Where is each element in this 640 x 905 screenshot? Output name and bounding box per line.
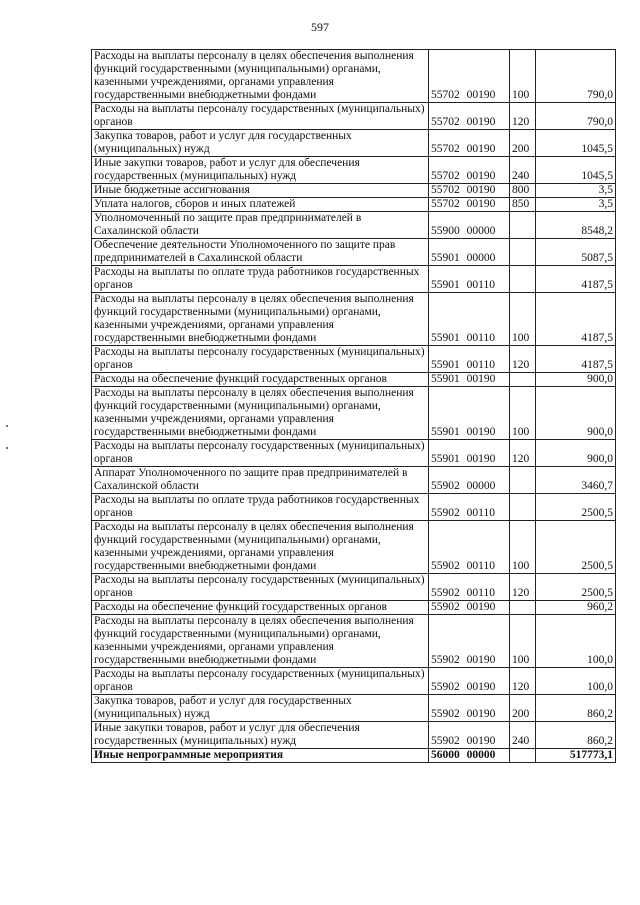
target-code-cell: 55902 00000	[429, 467, 510, 494]
target-code-cell: 55902 00110	[429, 521, 510, 574]
expense-type-cell: 240	[510, 722, 536, 749]
table-row	[92, 494, 616, 521]
expense-name-cell: Расходы на выплаты персоналу государственных (муниципальных) органов	[92, 668, 429, 695]
expense-name-cell: Расходы на выплаты по оплате труда работников государственных органов	[92, 494, 429, 521]
expense-type-cell: 100	[510, 50, 536, 103]
expense-type-cell: 200	[510, 695, 536, 722]
table-row	[92, 373, 616, 387]
amount-cell: 4187,5	[536, 293, 616, 346]
amount-cell: 900,0	[536, 373, 616, 387]
amount-cell: 960,2	[536, 601, 616, 615]
target-code-cell: 55901 00000	[429, 239, 510, 266]
target-code-cell: 55902 00190	[429, 722, 510, 749]
amount-cell: 900,0	[536, 387, 616, 440]
amount-cell: 2500,5	[536, 494, 616, 521]
expense-name-cell: Расходы на выплаты персоналу государственных (муниципальных) органов	[92, 440, 429, 467]
page-number: 597	[311, 20, 329, 34]
amount-cell: 790,0	[536, 103, 616, 130]
target-code-cell: 55901 00110	[429, 293, 510, 346]
amount-cell: 2500,5	[536, 574, 616, 601]
expense-name-cell: Расходы на выплаты персоналу в целях обеспечения выполнения функций государственными (муниципальными) органами, казенными учреждениями, органами управления государственными внебюджетными фондами	[92, 521, 429, 574]
target-code-cell: 55902 00190	[429, 668, 510, 695]
expense-name-cell: Расходы на выплаты персоналу в целях обеспечения выполнения функций государственными (муниципальными) органами, казенными учреждениями, органами управления государственными внебюджетными фондами	[92, 293, 429, 346]
expense-type-cell	[510, 239, 536, 266]
expense-type-cell: 100	[510, 387, 536, 440]
expense-type-cell: 120	[510, 668, 536, 695]
target-code-cell: 55900 00000	[429, 212, 510, 239]
expense-name-cell: Расходы на выплаты персоналу в целях обеспечения выполнения функций государственными (муниципальными) органами, казенными учреждениями, органами управления государственными внебюджетными фондами	[92, 387, 429, 440]
table-row	[92, 293, 616, 346]
expense-type-cell: 120	[510, 346, 536, 373]
expense-name-cell: Закупка товаров, работ и услуг для государственных (муниципальных) нужд	[92, 130, 429, 157]
table-row	[92, 615, 616, 668]
table-row	[92, 749, 616, 763]
target-code-cell: 55902 00190	[429, 601, 510, 615]
table-row	[92, 212, 616, 239]
expense-name-cell: Расходы на выплаты персоналу государственных (муниципальных) органов	[92, 346, 429, 373]
table-row	[92, 387, 616, 440]
target-code-cell: 55901 00190	[429, 373, 510, 387]
table-row	[92, 266, 616, 293]
expense-name-cell: Обеспечение деятельности Уполномоченного по защите прав предпринимателей в Сахалинской области	[92, 239, 429, 266]
margin-mark	[6, 447, 8, 449]
expense-name-cell: Иные закупки товаров, работ и услуг для обеспечения государственных (муниципальных) нужд	[92, 157, 429, 184]
target-code-cell: 55902 00110	[429, 574, 510, 601]
margin-mark	[6, 425, 8, 427]
target-code-cell: 55702 00190	[429, 198, 510, 212]
expense-type-cell: 120	[510, 103, 536, 130]
target-code-cell: 55702 00190	[429, 50, 510, 103]
expense-name-cell: Расходы на выплаты персоналу в целях обеспечения выполнения функций государственными (муниципальными) органами, казенными учреждениями, органами управления государственными внебюджетными фондами	[92, 615, 429, 668]
amount-cell: 2500,5	[536, 521, 616, 574]
expense-type-cell	[510, 749, 536, 763]
amount-cell: 517773,1	[536, 749, 616, 763]
expense-type-cell	[510, 601, 536, 615]
amount-cell: 1045,5	[536, 130, 616, 157]
amount-cell: 4187,5	[536, 346, 616, 373]
expense-type-cell: 100	[510, 615, 536, 668]
expense-name-cell: Закупка товаров, работ и услуг для государственных (муниципальных) нужд	[92, 695, 429, 722]
target-code-cell: 55702 00190	[429, 184, 510, 198]
table-row	[92, 346, 616, 373]
target-code-cell: 55702 00190	[429, 130, 510, 157]
target-code-cell: 56000 00000	[429, 749, 510, 763]
budget-table-body	[92, 50, 616, 763]
amount-cell: 4187,5	[536, 266, 616, 293]
target-code-cell: 55902 00190	[429, 615, 510, 668]
expense-type-cell: 850	[510, 198, 536, 212]
amount-cell: 860,2	[536, 722, 616, 749]
expense-name-cell: Расходы на выплаты персоналу в целях обеспечения выполнения функций государственными (муниципальными) органами, казенными учреждениями, органами управления государственными внебюджетными фондами	[92, 50, 429, 103]
expense-type-cell: 200	[510, 130, 536, 157]
expense-name-cell: Аппарат Уполномоченного по защите прав предпринимателей в Сахалинской области	[92, 467, 429, 494]
table-row	[92, 198, 616, 212]
table-row	[92, 184, 616, 198]
expense-name-cell: Расходы на выплаты персоналу государственных (муниципальных) органов	[92, 103, 429, 130]
target-code-cell: 55702 00190	[429, 103, 510, 130]
expense-name-cell: Иные непрограммные мероприятия	[92, 749, 429, 763]
target-code-cell: 55901 00190	[429, 440, 510, 467]
table-row	[92, 103, 616, 130]
expense-type-cell: 120	[510, 574, 536, 601]
table-row	[92, 601, 616, 615]
amount-cell: 3,5	[536, 184, 616, 198]
table-row	[92, 239, 616, 266]
expense-name-cell: Расходы на обеспечение функций государственных органов	[92, 373, 429, 387]
target-code-cell: 55902 00110	[429, 494, 510, 521]
table-row	[92, 50, 616, 103]
expense-name-cell: Уплата налогов, сборов и иных платежей	[92, 198, 429, 212]
expense-type-cell: 800	[510, 184, 536, 198]
expense-type-cell	[510, 467, 536, 494]
table-row	[92, 668, 616, 695]
table-row	[92, 521, 616, 574]
expense-type-cell: 100	[510, 293, 536, 346]
expense-type-cell	[510, 212, 536, 239]
table-row	[92, 695, 616, 722]
table-row	[92, 574, 616, 601]
target-code-cell: 55902 00190	[429, 695, 510, 722]
expense-type-cell	[510, 266, 536, 293]
amount-cell: 100,0	[536, 668, 616, 695]
expense-type-cell: 240	[510, 157, 536, 184]
table-row	[92, 157, 616, 184]
amount-cell: 790,0	[536, 50, 616, 103]
amount-cell: 3460,7	[536, 467, 616, 494]
target-code-cell: 55702 00190	[429, 157, 510, 184]
expense-type-cell	[510, 494, 536, 521]
target-code-cell: 55901 00190	[429, 387, 510, 440]
amount-cell: 3,5	[536, 198, 616, 212]
amount-cell: 860,2	[536, 695, 616, 722]
amount-cell: 100,0	[536, 615, 616, 668]
expense-name-cell: Расходы на выплаты по оплате труда работников государственных органов	[92, 266, 429, 293]
target-code-cell: 55901 00110	[429, 346, 510, 373]
amount-cell: 8548,2	[536, 212, 616, 239]
table-row	[92, 467, 616, 494]
expense-name-cell: Иные закупки товаров, работ и услуг для обеспечения государственных (муниципальных) нужд	[92, 722, 429, 749]
target-code-cell: 55901 00110	[429, 266, 510, 293]
expense-name-cell: Уполномоченный по защите прав предпринимателей в Сахалинской области	[92, 212, 429, 239]
expense-type-cell: 100	[510, 521, 536, 574]
expense-name-cell: Расходы на обеспечение функций государственных органов	[92, 601, 429, 615]
amount-cell: 1045,5	[536, 157, 616, 184]
table-row	[92, 130, 616, 157]
expense-name-cell: Расходы на выплаты персоналу государственных (муниципальных) органов	[92, 574, 429, 601]
expense-type-cell: 120	[510, 440, 536, 467]
expense-name-cell: Иные бюджетные ассигнования	[92, 184, 429, 198]
expense-type-cell	[510, 373, 536, 387]
budget-table	[91, 49, 616, 763]
table-row	[92, 440, 616, 467]
table-row	[92, 722, 616, 749]
amount-cell: 5087,5	[536, 239, 616, 266]
amount-cell: 900,0	[536, 440, 616, 467]
